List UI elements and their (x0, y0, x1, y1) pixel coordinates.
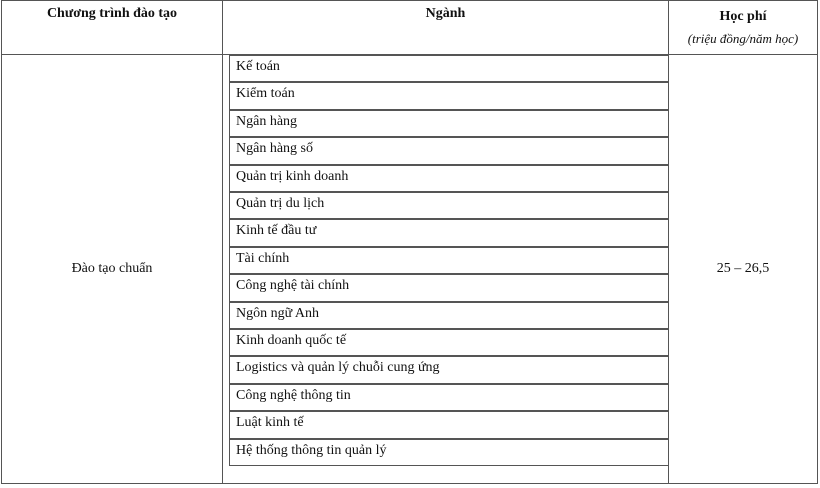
major-row: Công nghệ thông tin (229, 384, 669, 411)
header-major (222, 0, 669, 54)
header-program (1, 0, 223, 54)
program-label: Đào tạo chuẩn (71, 261, 153, 276)
major-row: Kinh doanh quốc tế (229, 329, 669, 356)
major-row: Ngôn ngữ Anh (229, 302, 669, 329)
major-row: Ngân hàng số (229, 137, 669, 164)
major-row: Công nghệ tài chính (229, 274, 669, 301)
fee-cell (668, 54, 818, 484)
header-fee (668, 0, 818, 54)
major-row: Tài chính (229, 247, 669, 274)
major-row: Luật kinh tế (229, 411, 669, 438)
majors-list (222, 54, 669, 484)
major-row: Hệ thống thông tin quản lý (229, 439, 669, 466)
major-row: Quản trị kinh doanh (229, 165, 669, 192)
header-major-label: Ngành (425, 6, 466, 21)
major-row: Logistics và quản lý chuỗi cung ứng (229, 356, 669, 383)
major-row: Kế toán (229, 55, 669, 82)
header-program-label: Chương trình đào tạo (46, 6, 178, 21)
major-row: Kiểm toán (229, 82, 669, 109)
header-fee-label: Học phí (719, 9, 767, 24)
program-cell (1, 54, 223, 484)
major-row: Ngân hàng (229, 110, 669, 137)
major-row: Quản trị du lịch (229, 192, 669, 219)
fee-value: 25 – 26,5 (716, 261, 770, 276)
header-fee-unit: (triệu đồng/năm học) (687, 31, 799, 46)
major-row: Kinh tế đầu tư (229, 219, 669, 246)
